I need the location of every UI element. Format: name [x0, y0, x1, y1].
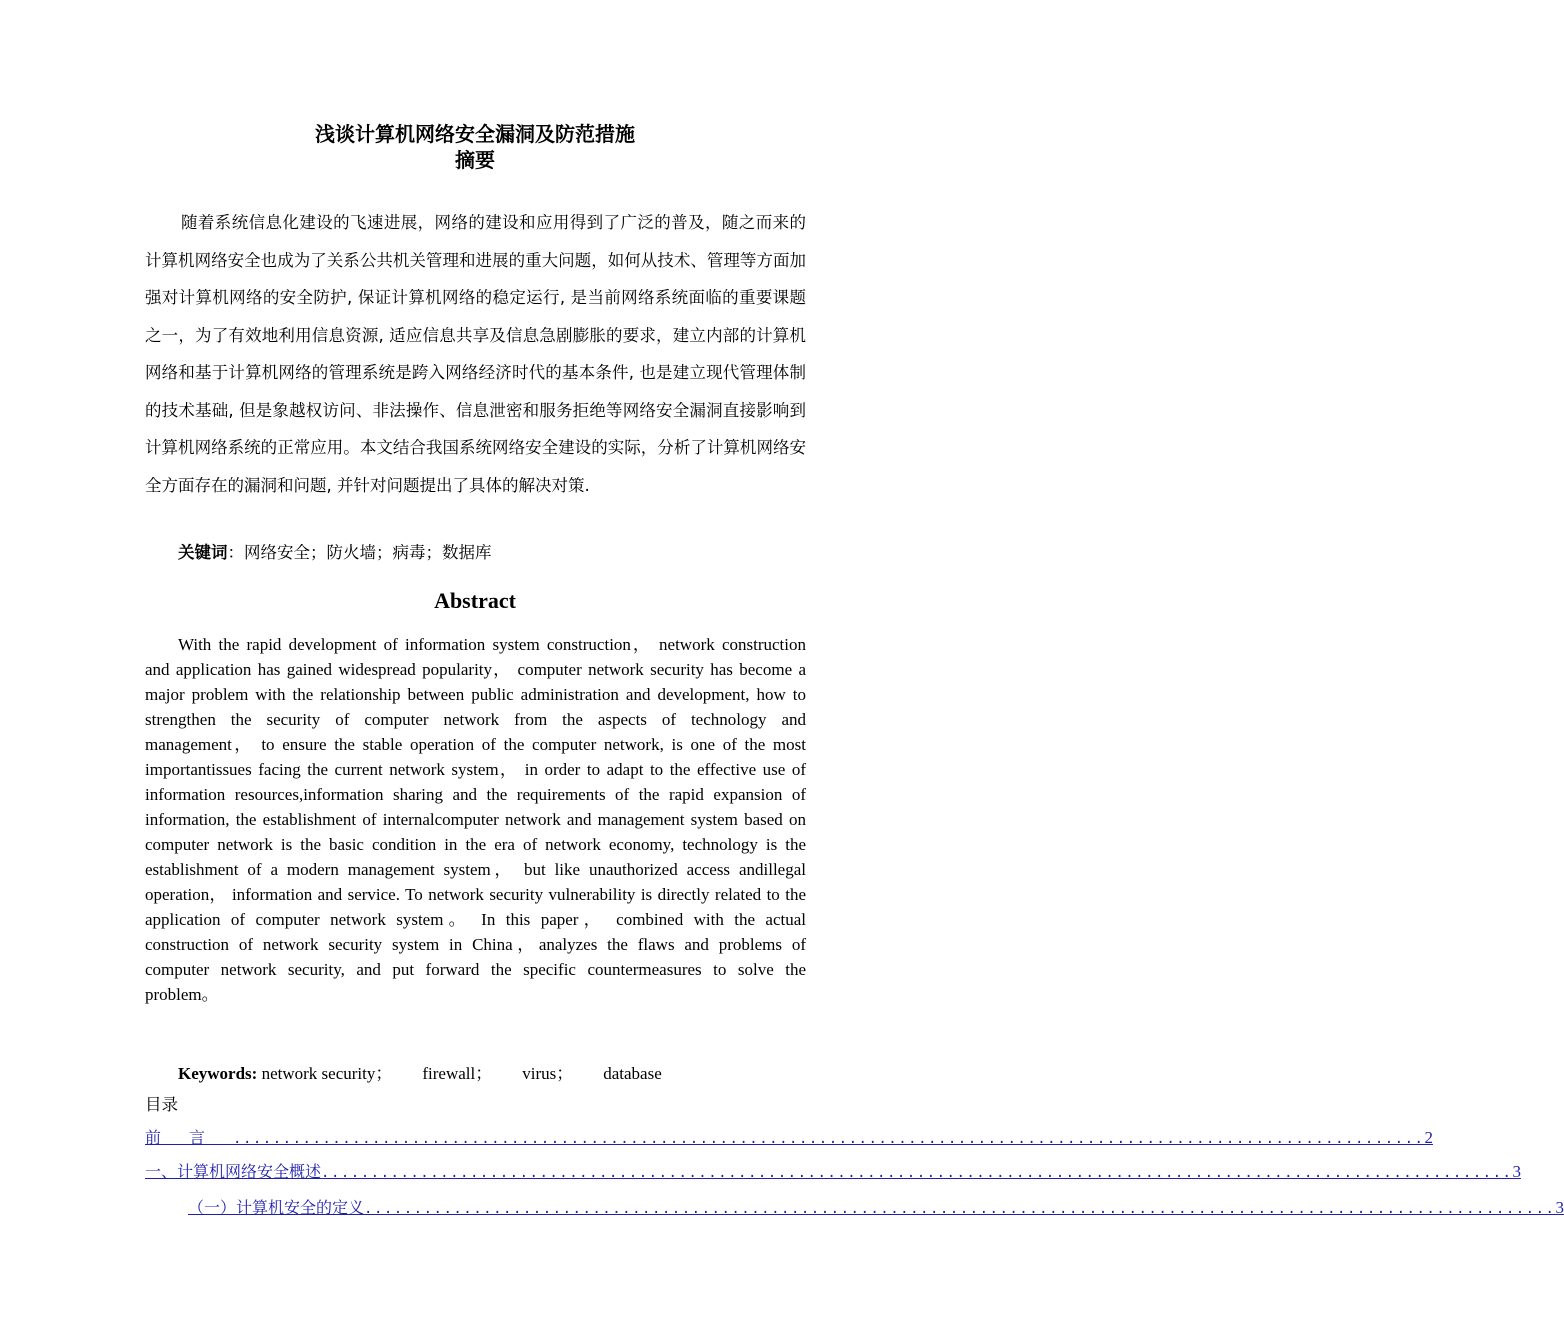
- document-title-block: [145, 121, 805, 173]
- english-keyword: virus；: [522, 1064, 574, 1083]
- english-keyword: database: [603, 1064, 662, 1083]
- abstract-heading-cn: 摘要: [455, 148, 495, 172]
- english-keywords-label: Keywords:: [178, 1064, 258, 1083]
- toc-entry-page: 3: [1555, 1198, 1564, 1217]
- toc-entry-page: 2: [1424, 1128, 1433, 1147]
- chinese-abstract: 随着系统信息化建设的飞速进展，网络的建设和应用得到了广泛的普及，随之而来的计算机网络安全也成为了关系公共机关管理和进展的重大问题，如何从技术、管理等方面加强对计算机网络的安全防护, 保证计算机网络的稳定运行, 是当前网络系统面临的重要课题之一，为了有效地利用信息资源, 适应信息共享及信息急剧膨胀的要求，建立内部的计算机网络和基于计算机网络的管理系统是跨入网络经济时代的基本条件, 也是建立现代管理体制的技术基础, 但是象越权访问、非法操作、信息泄密和服务拒绝等网络安全漏洞直接影响到计算机网络系统的正常应用。本文结合我国系统网络安全建设的实际，分析了计算机网络安全方面存在的漏洞和问题, 并针对问题提出了具体的解决对策.: [145, 213, 806, 495]
- english-keywords: [178, 1061, 662, 1086]
- chinese-keywords-label: 关键词: [178, 543, 228, 562]
- chinese-keywords-separator: ：: [227, 543, 244, 562]
- toc-dot-leader: ........................................................................................................................: [233, 1131, 1425, 1147]
- toc-entry-preface[interactable]: [145, 1126, 1433, 1151]
- document-title: 浅谈计算机网络安全漏洞及防范措施: [315, 122, 635, 146]
- english-keyword: network security；: [261, 1064, 393, 1083]
- toc-entry-title: 前言: [145, 1128, 234, 1147]
- toc-dot-leader: ........................................................................................................................: [364, 1201, 1556, 1217]
- english-abstract-heading: Abstract: [434, 588, 516, 613]
- english-keyword: firewall；: [422, 1064, 493, 1083]
- toc-entry-definition[interactable]: [188, 1196, 1564, 1221]
- toc-entry-title: （一）计算机安全的定义: [188, 1198, 365, 1217]
- toc-dot-leader: ........................................................................................................................: [321, 1165, 1513, 1181]
- toc-entry-title: 一、计算机网络安全概述: [145, 1162, 322, 1181]
- toc-heading: 目录: [145, 1095, 178, 1114]
- toc-entry-overview[interactable]: [145, 1160, 1521, 1185]
- chinese-keywords-list: 网络安全；防火墙；病毒；数据库: [244, 543, 492, 562]
- english-abstract: With the rapid development of information system construction， network construction and application has gained widespread popularity， computer network security has become a major problem with the relationship between public administration and development, how to strengthen the security of computer network from the aspects of technology and management， to ensure the stable operation of the computer network, is one of the most importantissues facing the current network system， in order to adapt to the effective use of information resources,information sharing and the requirements of the rapid expansion of information, the establishment of internalcomputer network and management system based on computer network is the basic condition in the era of network economy, technology is the establishment of a modern management system， but like unauthorized access andillegal operation， information and service. To network security vulnerability is directly related to the application of computer network system。 In this paper， combined with the actual construction of network security system in China，analyzes the flaws and problems of computer network security, and put forward the specific countermeasures to solve the problem。: [145, 635, 806, 1004]
- toc-entry-page: 3: [1512, 1162, 1521, 1181]
- chinese-keywords: [178, 540, 492, 566]
